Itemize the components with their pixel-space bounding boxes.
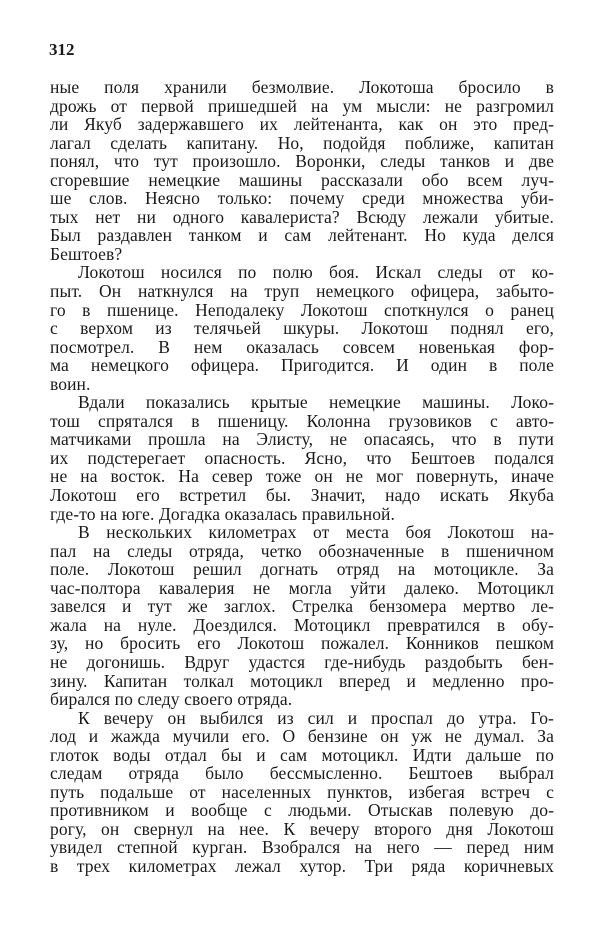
text-line: глоток воды отдал бы и сам мотоцикл. Идти дальше по xyxy=(50,744,554,765)
text-line: рогу, он свернул на нее. К вечеру второго дня Локотош xyxy=(50,818,554,839)
text-line: следам отряда было бессмысленно. Бештоев выбрал xyxy=(50,763,554,784)
text-line: Бештоев? xyxy=(50,243,123,264)
text-line: зину. Капитан толкал мотоцикл вперед и медленно про- xyxy=(50,670,554,691)
text-line: зу, но бросить его Локотош пожалел. Конников пешком xyxy=(50,633,554,654)
text-line: пыт. Он наткнулся на труп немецкого офицера, забыто- xyxy=(50,281,554,302)
paragraph xyxy=(50,263,554,393)
text-line: час-полтора кавалерия не могла уйти далеко. Мотоцикл xyxy=(50,577,554,598)
text-line: где-то на юге. Догадка оказалась правильной. xyxy=(50,503,396,524)
text-line: В нескольких километрах от места боя Локотош на- xyxy=(78,522,554,543)
text-line: ма немецкого офицера. Пригодится. И один в поле xyxy=(50,355,554,376)
paragraph xyxy=(50,523,554,708)
text-line: в трех километрах лежал хутор. Три ряда коричневых xyxy=(50,855,554,876)
text-line: противником и вообще с людьми. Отыскав полевую до- xyxy=(50,800,554,821)
text-line: сгоревшие немецкие машины рассказали обо всем луч- xyxy=(50,169,554,190)
text-line: ше слов. Неясно только: почему среди множества уби- xyxy=(50,188,554,209)
paragraph xyxy=(50,78,554,263)
text-line: поле. Локотош решил догнать отряд на мотоцикле. За xyxy=(50,559,554,580)
text-line: лод и жажда мучили его. О бензине он уж не думал. За xyxy=(50,726,554,747)
text-line: бирался по следу своего отряда. xyxy=(50,689,293,710)
text-line: пал на следы отряда, четко обозначенные в пшеничном xyxy=(50,540,554,561)
text-line: Был раздавлен танком и сам лейтенант. Но куда делся xyxy=(50,225,554,246)
text-line: Вдали показались крытые немецкие машины. Локо- xyxy=(78,392,554,413)
text-line: с верхом из телячьей шкуры. Локотош поднял его, xyxy=(50,318,554,339)
text-line: жала на нуле. Доездился. Мотоцикл превратился в обу- xyxy=(50,614,554,635)
text-line: посмотрел. В нем оказалась совсем новенькая фор- xyxy=(50,336,554,357)
text-line: путь подальше от населенных пунктов, избегая встреч с xyxy=(50,781,554,802)
paragraph xyxy=(50,393,554,523)
text-line: их подстерегает опасность. Ясно, что Бештоев подался xyxy=(50,447,554,468)
page-number: 312 xyxy=(49,40,75,59)
text-line: не догонишь. Вдруг удастся где-нибудь раздобыть бен- xyxy=(50,651,554,672)
text-line: дрожь от первой пришедшей на ум мысли: не разгромил xyxy=(50,95,554,116)
text-line: Локотош его встретил бы. Значит, надо искать Якуба xyxy=(50,485,554,506)
text-line: лагал сделать капитану. Но, подойдя поближе, капитан xyxy=(50,132,554,153)
text-line: тых нет ни одного кавалериста? Всюду лежали убитые. xyxy=(50,206,554,227)
text-line: не на восток. На север тоже он не мог повернуть, иначе xyxy=(50,466,554,487)
text-line: ные поля хранили безмолвие. Локотоша бросило в xyxy=(50,77,554,97)
text-line: ли Якуб задержавшего их лейтенанта, как он это пред- xyxy=(50,114,554,135)
text-line: воин. xyxy=(50,373,91,394)
text-line: Локотош носился по полю боя. Искал следы от ко- xyxy=(78,262,554,283)
text-line: увидел степной курган. Взобрался на него — перед ним xyxy=(50,837,554,858)
text-line: К вечеру он выбился из сил и проспал до утра. Го- xyxy=(78,707,554,728)
text-line: матчиками прошла на Элисту, не опасаясь, что в пути xyxy=(50,429,554,450)
text-line: понял, что тут произошло. Воронки, следы танков и две xyxy=(50,151,554,172)
text-line: завелся и тут же заглох. Стрелка бензомера мертво ле- xyxy=(50,596,554,617)
body-text xyxy=(50,78,554,876)
text-line: го в пшенице. Неподалеку Локотош споткнулся о ранец xyxy=(50,299,554,320)
paragraph xyxy=(50,709,554,876)
text-line: тош спрятался в пшеницу. Колонна грузовиков с авто- xyxy=(50,410,554,431)
